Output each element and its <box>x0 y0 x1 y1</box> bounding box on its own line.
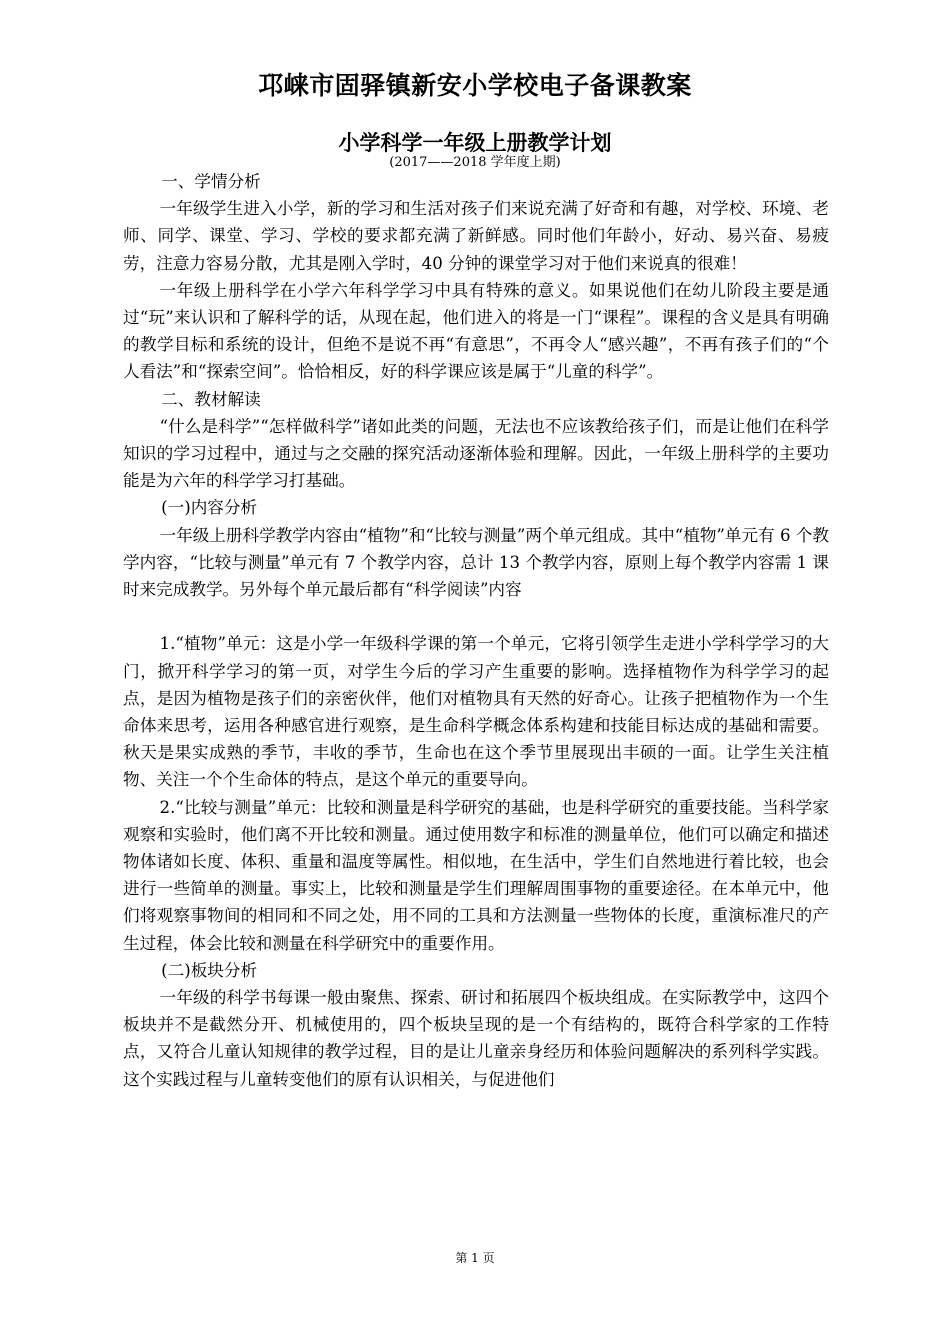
body-paragraph: 一年级上册科学在小学六年科学学习中具有特殊的意义。如果说他们在幼儿阶段主要是通过“玩”来认识和了解科学的话，从现在起，他们进入的将是一门“课程”。课程的含义是具有明确的教学目标和系统的设计，但绝不是说不再“有意思”，不再令人“感兴趣”，不再有孩子们的“个人看法”和“探索空间”。恰恰相反，好的科学课应该是属于“儿童的科学”。 <box>123 280 829 382</box>
document-subtitle: (2017——2018 学年度上期) <box>389 155 561 170</box>
document-title: 小学科学一年级上册教学计划 <box>338 131 612 155</box>
section-heading-learning-analysis: 一、学情分析 <box>161 172 261 191</box>
body-paragraph: “什么是科学”“怎样做科学”诸如此类的问题，无法也不应该教给孩子们，而是让他们在科学知识的学习过程中，通过与之交融的探究活动逐渐体验和理解。因此，一年级上册科学的主要功能是为六年的科学学习打基础。 <box>123 416 829 491</box>
body-paragraph: 2.“比较与测量”单元：比较和测量是科学研究的基础，也是科学研究的重要技能。当科学家观察和实验时，他们离不开比较和测量。通过使用数字和标准的测量单位，他们可以确定和描述物体诸如长度、体积、重量和温度等属性。相似地，在生活中，学生们自然地进行着比较，也会进行一些简单的测量。事实上，比较和测量是学生们理解周围事物的重要途径。在本单元中，他们将观察事物间的相同和不同之处，用不同的工具和方法测量一些物体的长度，重演标准尺的产生过程，体会比较和测量在科学研究中的重要作用。 <box>123 797 829 953</box>
document-body <box>123 168 829 1093</box>
body-paragraph: 一年级学生进入小学，新的学习和生活对孩子们来说充满了好奇和有趣，对学校、环境、老师、同学、课堂、学习、学校的要求都充满了新鲜感。同时他们年龄小，好动、易兴奋、易疲劳，注意力容易分散，尤其是刚入学时，40 分钟的课堂学习对于他们来说真的很难！ <box>123 199 829 273</box>
subsection-heading-content-analysis: (一)内容分析 <box>161 498 258 518</box>
body-paragraph: 一年级的科学书每课一般由聚焦、探索、研讨和拓展四个板块组成。在实际教学中，这四个板块并不是截然分开、机械使用的，四个板块呈现的是一个有结构的，既符合科学家的工作特点，又符合儿童认知规律的教学过程，目的是让儿童亲身经历和体验问题解决的系列科学实践。这个实践过程与儿童转变他们的原有认识相关，与促进他们 <box>123 988 829 1089</box>
school-header-title: 邛崃市固驿镇新安小学校电子备课教案 <box>258 71 692 100</box>
page-number: 第 1 页 <box>455 1251 495 1265</box>
body-paragraph: 一年级上册科学教学内容由“植物”和“比较与测量”两个单元组成。其中“植物”单元有 6 个教学内容，“比较与测量”单元有 7 个教学内容，总计 13 个教学内容，原则上每个教学内容需 1 课时来完成教学。另外每个单元最后都有“科学阅读”内容 <box>123 525 829 600</box>
body-paragraph: 1.“植物”单元：这是小学一年级科学课的第一个单元，它将引领学生走进小学科学学习的大门，掀开科学学习的第一页，对学生今后的学习产生重要的影响。选择植物作为科学学习的起点，是因为植物是孩子们的亲密伙伴，他们对植物具有天然的好奇心。让孩子把植物作为一个生命体来思考，运用各种感官进行观察，是生命科学概念体系构建和技能目标达成的基础和需要。秋天是果实成熟的季节，丰收的季节，生命也在这个季节里展现出丰硕的一面。让学生关注植物、关注一个个生命体的特点，是这个单元的重要导向。 <box>123 634 829 790</box>
subsection-heading-section-analysis: (二)板块分析 <box>161 960 258 980</box>
section-heading-textbook-reading: 二、教材解读 <box>161 389 261 409</box>
blank-line <box>123 603 829 630</box>
